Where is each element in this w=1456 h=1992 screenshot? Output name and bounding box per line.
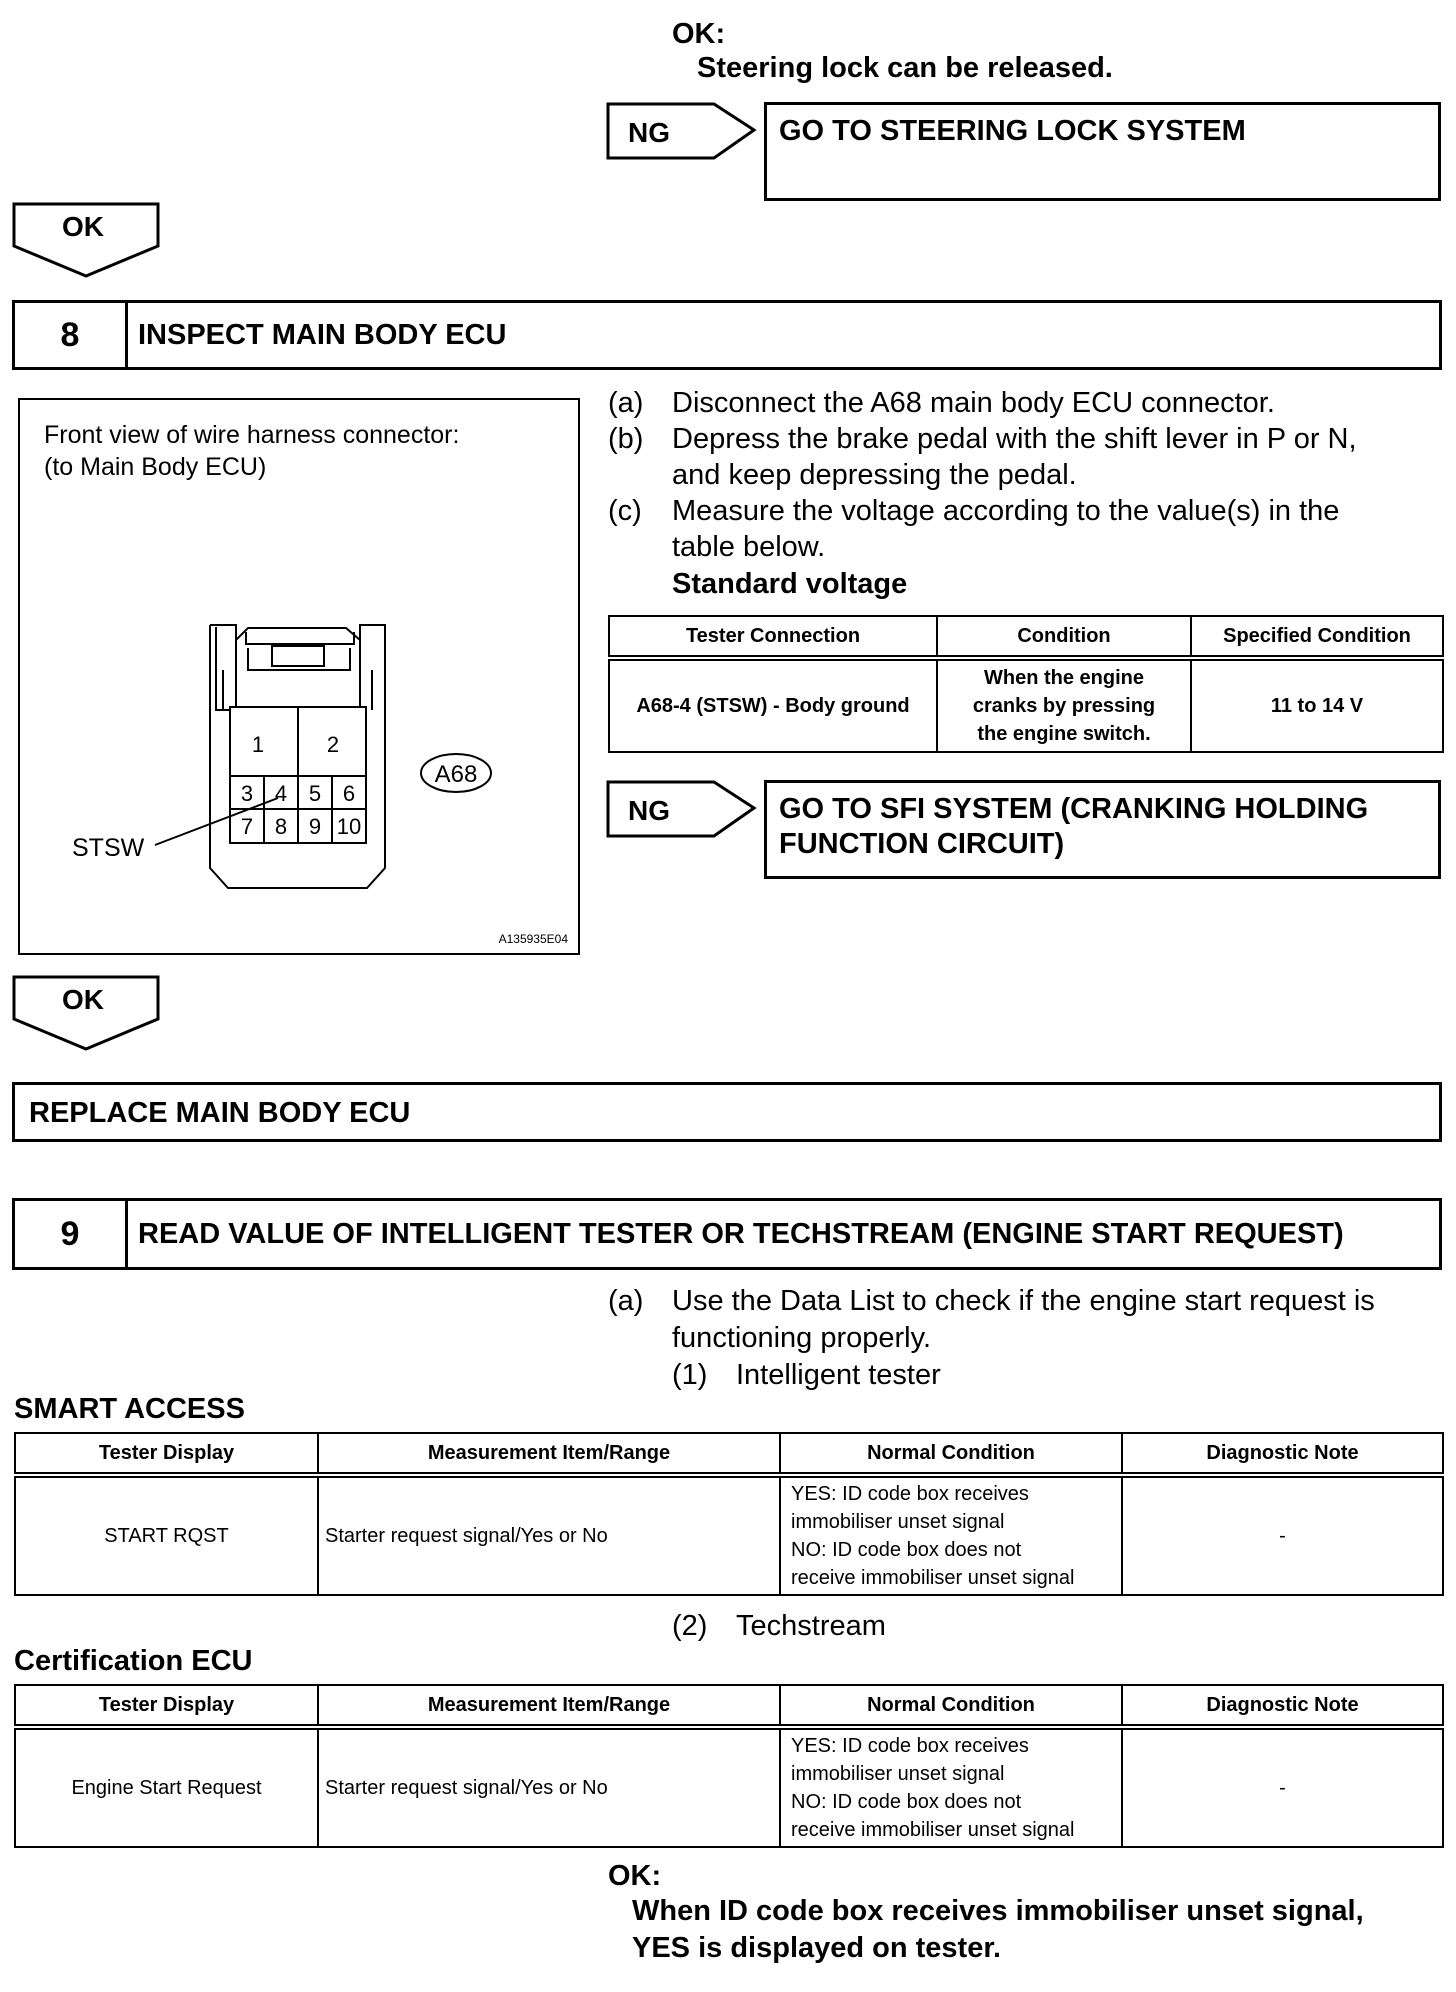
- ng-target-box-2[interactable]: [764, 780, 1441, 879]
- ng-target-2-line2: FUNCTION CIRCUIT): [779, 828, 1065, 860]
- t1-col-diag: Diagnostic Note: [1122, 1433, 1443, 1475]
- sub-2-text: Techstream: [736, 1610, 886, 1642]
- connector-figure: [18, 398, 580, 955]
- t2-cell-item: Starter request signal/Yes or No: [318, 1727, 780, 1847]
- step-8c-marker: (c): [608, 495, 642, 527]
- cell-connection: A68-4 (STSW) - Body ground: [609, 658, 937, 752]
- t1-col-normal: Normal Condition: [780, 1433, 1122, 1475]
- t1-cell-note: -: [1122, 1475, 1443, 1595]
- top-ok-label: OK:: [672, 18, 726, 50]
- t2-normal-line2: immobiliser unset signal: [791, 1763, 1005, 1785]
- figure-caption-2: (to Main Body ECU): [44, 453, 267, 481]
- connector-id: A68: [434, 761, 478, 788]
- final-ok-label: OK:: [608, 1860, 662, 1892]
- t2-col-tester-display: Tester Display: [15, 1685, 318, 1727]
- t1-normal-line3: NO: ID code box does not: [791, 1539, 1022, 1561]
- section-8-title: INSPECT MAIN BODY ECU: [138, 318, 507, 351]
- pin-2: 2: [326, 732, 340, 757]
- ng-target-box-1[interactable]: [764, 102, 1441, 201]
- step-9a-line2: functioning properly.: [672, 1322, 932, 1354]
- t1-normal-line4: receive immobiliser unset signal: [791, 1567, 1075, 1589]
- t2-col-diag: Diagnostic Note: [1122, 1685, 1443, 1727]
- step-8a: [608, 385, 643, 422]
- cell-condition-line2: cranks by pressing: [972, 695, 1156, 717]
- t1-col-measurement: Measurement Item/Range: [318, 1433, 780, 1475]
- t2-normal-line4: receive immobiliser unset signal: [791, 1819, 1075, 1841]
- sub-2-marker: (2): [672, 1610, 708, 1642]
- section-9-header: [12, 1198, 1442, 1270]
- smart-access-table: [14, 1432, 1444, 1596]
- t2-cell-display: Engine Start Request: [15, 1727, 318, 1847]
- table1-title: SMART ACCESS: [14, 1393, 245, 1425]
- t2-col-normal: Normal Condition: [780, 1685, 1122, 1727]
- replace-box[interactable]: [12, 1082, 1442, 1142]
- t1-normal-line1: YES: ID code box receives: [791, 1483, 1029, 1505]
- final-ok-line1: When ID code box receives immobiliser unset signal,: [632, 1895, 1364, 1927]
- sub-1-text: Intelligent tester: [736, 1359, 941, 1391]
- ok-arrow-1-label: OK: [62, 211, 104, 242]
- pin-8: 8: [274, 814, 288, 839]
- cell-condition-line1: When the engine: [984, 667, 1144, 689]
- connector-drawing: [20, 400, 578, 953]
- cell-condition: [937, 658, 1191, 752]
- cell-condition-line3: the engine switch.: [977, 723, 1151, 745]
- t1-cell-normal: [780, 1475, 1122, 1595]
- step-8b-line1: Depress the brake pedal with the shift lever in P or N,: [672, 423, 1357, 455]
- step-8a-marker: (a): [608, 387, 644, 419]
- col-specified-condition: Specified Condition: [1191, 616, 1443, 658]
- sub-1-marker: (1): [672, 1359, 708, 1391]
- pin-label-stsw: STSW: [72, 834, 145, 862]
- step-9a-marker: (a): [608, 1285, 644, 1317]
- col-condition: Condition: [937, 616, 1191, 658]
- table2-title: Certification ECU: [14, 1645, 253, 1677]
- figure-code: A135935E04: [498, 932, 568, 946]
- step-8a-text: Disconnect the A68 main body ECU connector.: [672, 387, 1275, 419]
- section-9-title: READ VALUE OF INTELLIGENT TESTER OR TECHSTREAM (ENGINE START REQUEST): [138, 1217, 1344, 1250]
- t2-normal-line1: YES: ID code box receives: [791, 1735, 1029, 1757]
- ng-target-1: GO TO STEERING LOCK SYSTEM: [779, 115, 1246, 147]
- pin-5: 5: [308, 781, 322, 806]
- t1-cell-display: START RQST: [15, 1475, 318, 1595]
- pin-9: 9: [308, 814, 322, 839]
- ok-arrow-2-label: OK: [62, 984, 104, 1015]
- final-ok-line2: YES is displayed on tester.: [632, 1932, 1002, 1964]
- section-9-number: 9: [15, 1201, 128, 1267]
- step-8b-line2: and keep depressing the pedal.: [672, 459, 1077, 491]
- step-8c-line1: Measure the voltage according to the value(s) in the: [672, 495, 1340, 527]
- t2-col-measurement: Measurement Item/Range: [318, 1685, 780, 1727]
- t2-cell-note: -: [1122, 1727, 1443, 1847]
- t1-col-tester-display: Tester Display: [15, 1433, 318, 1475]
- pin-1: 1: [251, 732, 265, 757]
- ng-tag-1: NG: [628, 117, 670, 148]
- ng-target-2-line1: GO TO SFI SYSTEM (CRANKING HOLDING: [779, 793, 1369, 825]
- top-ok-text: Steering lock can be released.: [697, 52, 1113, 84]
- pin-3: 3: [240, 781, 254, 806]
- step-8c-line2: table below.: [672, 531, 826, 563]
- t2-normal-line3: NO: ID code box does not: [791, 1791, 1022, 1813]
- step-8b-marker: (b): [608, 423, 644, 455]
- ok-arrow-2: [12, 975, 162, 1055]
- replace-text: REPLACE MAIN BODY ECU: [29, 1097, 411, 1129]
- pin-10: 10: [336, 814, 362, 839]
- t1-cell-item: Starter request signal/Yes or No: [318, 1475, 780, 1595]
- standard-voltage-table: [608, 615, 1444, 753]
- step-9a-line1: Use the Data List to check if the engine start request is: [672, 1285, 1375, 1317]
- figure-caption-1: Front view of wire harness connector:: [44, 421, 460, 449]
- pin-6: 6: [342, 781, 356, 806]
- pin-4: 4: [274, 781, 288, 806]
- section-8-number: 8: [15, 303, 128, 367]
- t2-cell-normal: [780, 1727, 1122, 1847]
- certification-ecu-table: [14, 1684, 1444, 1848]
- section-8-header: [12, 300, 1442, 370]
- pin-7: 7: [240, 814, 254, 839]
- ok-arrow-1: [12, 202, 162, 282]
- t1-normal-line2: immobiliser unset signal: [791, 1511, 1005, 1533]
- cell-spec: 11 to 14 V: [1191, 658, 1443, 752]
- ng-tag-2: NG: [628, 795, 670, 826]
- col-tester-connection: Tester Connection: [609, 616, 937, 658]
- ng-arrow-2: [606, 780, 766, 840]
- standard-voltage-label: Standard voltage: [672, 568, 908, 600]
- ng-arrow-1: [606, 102, 766, 162]
